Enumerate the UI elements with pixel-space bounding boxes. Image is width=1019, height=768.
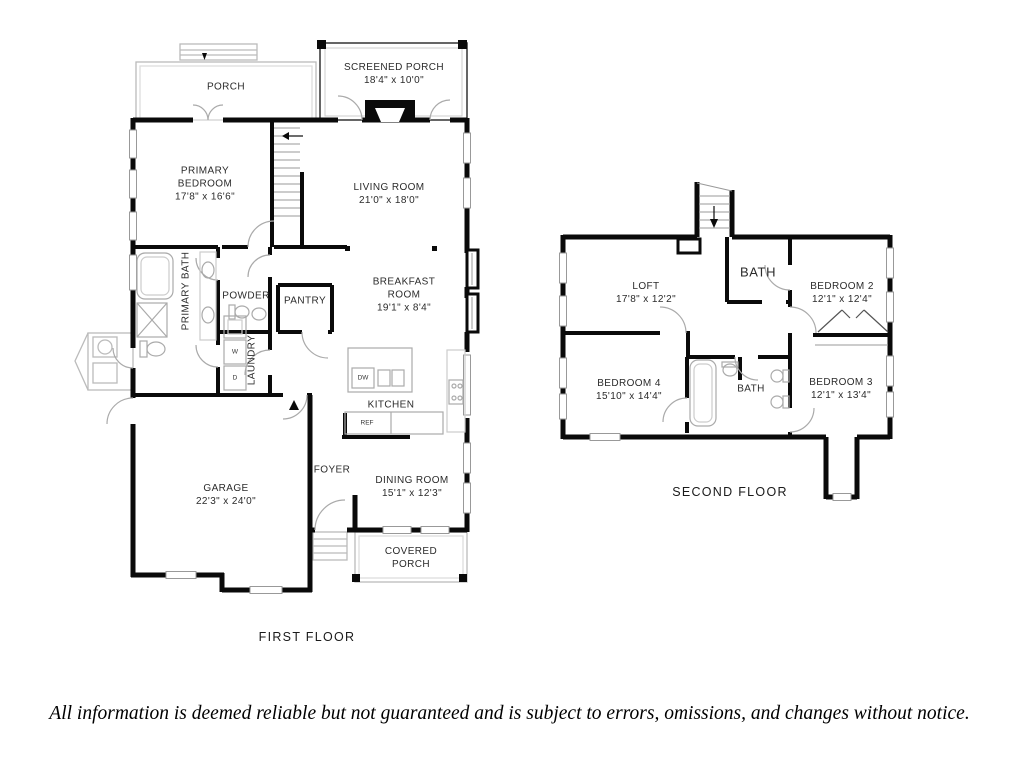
second-floor-title: SECOND FLOOR: [672, 485, 788, 499]
dryer-label: D: [232, 374, 238, 382]
label-bedroom-2: BEDROOM 2 12'1" x 12'4": [810, 281, 874, 305]
refrigerator-label: REF: [360, 419, 374, 427]
dishwasher-label: DW: [357, 374, 369, 382]
hall-nub: [678, 239, 700, 253]
column-marker: [432, 246, 437, 251]
label-dining-room: DINING ROOM 15'1" x 12'3": [375, 475, 449, 499]
label-breakfast-room: BREAKFAST ROOM 19'1" x 8'4": [372, 276, 436, 314]
label-porch: PORCH: [206, 81, 246, 93]
label-primary-bath: PRIMARY BATH: [180, 251, 192, 331]
label-covered-porch: COVERED PORCH: [384, 546, 438, 570]
first-floor-title: FIRST FLOOR: [258, 630, 356, 644]
porch-steps: [180, 44, 257, 60]
label-garage: GARAGE 22'3" x 24'0": [195, 483, 257, 507]
disclaimer-text: All information is deemed reliable but not guaranteed and is subject to errors, omissions, and changes without notice.: [49, 703, 970, 724]
label-pantry: PANTRY: [283, 295, 327, 307]
second-floor-stairs: [697, 182, 732, 237]
label-primary-bedroom: PRIMARY BEDROOM 17'8" x 16'6": [174, 165, 236, 203]
porch-post: [459, 574, 467, 582]
stair-direction-arrow: [282, 132, 303, 140]
label-powder: POWDER: [222, 290, 270, 302]
first-floor-plan: [75, 40, 478, 594]
label-laundry: LAUNDRY: [246, 334, 258, 386]
garage-entry-arrow: [289, 400, 299, 410]
label-loft: LOFT 17'8" x 12'2": [615, 281, 677, 305]
bedroom2-closet-doors: [818, 310, 888, 332]
primary-bath-fixtures: [137, 252, 216, 357]
label-bedroom-3: BEDROOM 3 12'1" x 13'4": [809, 377, 873, 401]
column-marker: [345, 246, 350, 251]
powder-fixtures: [229, 305, 266, 320]
porch-entry-arrow: [202, 53, 207, 60]
fireplace: [365, 100, 415, 122]
washer-label: W: [231, 348, 239, 356]
porch-post: [352, 574, 360, 582]
first-floor-stairs: [274, 128, 300, 216]
label-foyer: FOYER: [313, 464, 351, 476]
label-kitchen: KITCHEN: [367, 399, 415, 411]
label-living-room: LIVING ROOM 21'0" x 18'0": [353, 182, 425, 206]
second-floor-plan: [560, 182, 894, 501]
label-screened-porch: SCREENED PORCH 18'4" x 10'0": [343, 62, 445, 86]
label-bath-lower: BATH: [737, 383, 765, 395]
label-bedroom-4: BEDROOM 4 15'10" x 14'4": [595, 378, 662, 402]
label-bath-upper: BATH: [739, 264, 777, 280]
second-floor-interior-walls: [563, 237, 890, 437]
outdoor-nook: [88, 333, 133, 390]
